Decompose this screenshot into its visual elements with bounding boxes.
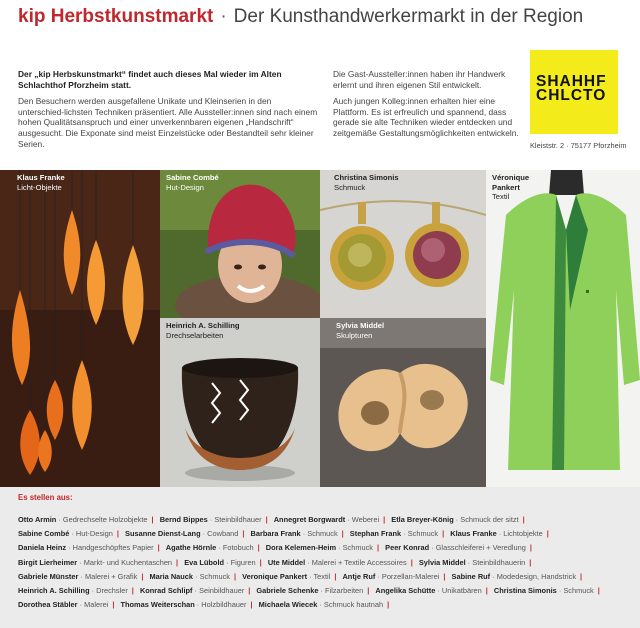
exhibitor-name: Peer Konrad bbox=[385, 543, 430, 553]
exhibitor-divider: | bbox=[442, 529, 445, 539]
exhibitor-craft: Glasschleiferei + Veredlung bbox=[435, 543, 526, 553]
intro-young-text: Auch jungen Kolleg:innen erhalten hier eine Plattform. Es ist erfreulich und spannend, dass gerade sie alte Techniken wieder entdecken und zeitgemäße Gestaltungsmöglichkeiten entwickeln. bbox=[333, 96, 519, 138]
exhibitor-name: Ute Middel bbox=[267, 557, 306, 567]
sculpture-image bbox=[320, 318, 486, 487]
exhibitor-craft: Steinbildhauerin bbox=[472, 557, 526, 567]
exhibitor-item: Konrad Schlipf · Seinbildhauer bbox=[139, 586, 245, 596]
exhibitor-craft: Schmuck bbox=[407, 529, 439, 539]
exhibitor-item: Bernd Bippes · Steinbildhauer bbox=[159, 515, 262, 524]
exhibitor-divider: | bbox=[250, 600, 253, 610]
artist-name-first: Véronique bbox=[492, 173, 530, 182]
exhibitor-divider: | bbox=[259, 557, 262, 567]
exhibitor-divider: | bbox=[410, 557, 413, 567]
exhibitor-divider: | bbox=[580, 571, 583, 581]
exhibitor-craft: Holzbildhauer bbox=[201, 600, 247, 610]
exhibitor-name: Eva Lübold bbox=[184, 557, 225, 567]
exhibitor-name: Gabriele Schenke bbox=[256, 586, 319, 596]
artist-name-last: Pankert bbox=[492, 182, 520, 192]
turned-bowl-image bbox=[160, 318, 320, 487]
exhibitor-item: Gabriele Münster · Malerei + Grafik bbox=[18, 571, 138, 581]
exhibitor-item: Peer Konrad · Glasschleiferei + Veredlung bbox=[385, 543, 526, 553]
exhibitor-craft: Unikatbären bbox=[441, 586, 482, 596]
exhibitor-divider: | bbox=[387, 600, 390, 610]
exhibitor-craft: Malerei bbox=[84, 600, 109, 610]
caption-christina-simonis bbox=[334, 173, 399, 192]
exhibitor-craft: Lichtobjekte bbox=[503, 529, 543, 539]
caption-sabine-combe bbox=[166, 173, 219, 192]
exhibitor-item: Stephan Frank · Schmuck bbox=[349, 529, 439, 539]
artist-craft: Hut-Design bbox=[166, 182, 204, 192]
exhibitor-item: Heinrich A. Schilling · Drechsler bbox=[18, 586, 128, 596]
photo-veronique-pankert bbox=[486, 170, 640, 487]
exhibitor-item: Daniela Heinz · Handgeschöpftes Papier bbox=[18, 543, 154, 553]
venue-address: Kleiststr. 2 · 75177 Pforzheim bbox=[530, 141, 627, 150]
exhibitor-item: Sylvia Middel · Steinbildhauerin bbox=[418, 557, 526, 567]
logo-lettering bbox=[536, 75, 607, 103]
exhibitor-name: Angelika Schütte bbox=[375, 586, 436, 596]
artist-craft: Skulpturen bbox=[336, 330, 373, 340]
exhibitor-craft: Cowband bbox=[207, 529, 239, 539]
intro-body: Den Besuchern werden ausgefallene Unikate und Kleinserien in den unterschied-lichsten Techniken präsentiert. Alle Aussteller:innen sind nach einem hohen Qualitätsanspruch und einer unverkennbaren eigenen „Handschrift“ ausgesucht. Die Exponate sind meist Einzelstücke oder Bestandteil sehr kleiner Serien. bbox=[18, 96, 318, 149]
page-header bbox=[18, 6, 583, 34]
caption-heinrich-schilling bbox=[166, 321, 240, 340]
exhibitor-list bbox=[18, 513, 628, 612]
jewelry-image bbox=[320, 170, 486, 318]
exhibitor-divider: | bbox=[257, 543, 260, 553]
caption-sylvia-middel bbox=[336, 321, 384, 340]
exhibitor-item: Otto Armin · Gedrechselte Holzobjekte bbox=[18, 515, 148, 524]
artist-craft: Schmuck bbox=[334, 182, 366, 192]
exhibitor-name: Daniela Heinz bbox=[18, 543, 67, 553]
intro-lead: Der „kip Herbskunstmarkt“ findet auch dieses Mal wieder im Alten Schlachthof Pforzheim statt. bbox=[18, 69, 282, 90]
exhibitor-divider: | bbox=[383, 515, 386, 524]
exhibitor-divider: | bbox=[377, 543, 380, 553]
logo-line-2: CHLCTO bbox=[536, 87, 607, 104]
exhibitor-craft: Schmuck bbox=[199, 571, 230, 581]
intro-right bbox=[333, 69, 523, 145]
green-coat-image bbox=[486, 170, 640, 487]
exhibitor-divider: | bbox=[176, 557, 179, 567]
exhibitor-craft: Modedesign, Handstrick bbox=[496, 571, 577, 581]
photo-christina-simonis bbox=[320, 170, 486, 318]
exhibitor-divider: | bbox=[485, 586, 488, 596]
exhibitor-divider: | bbox=[131, 586, 134, 596]
artist-name: Christina Simonis bbox=[334, 173, 399, 182]
photo-sylvia-middel bbox=[320, 318, 486, 487]
title-separator: · bbox=[220, 6, 227, 27]
exhibitor-divider: | bbox=[341, 529, 344, 539]
exhibitor-name: Susanne Dienst-Lang bbox=[125, 529, 201, 539]
exhibitor-craft: Weberei bbox=[351, 515, 380, 524]
exhibitor-item: Veronique Pankert · Textil bbox=[242, 571, 331, 581]
exhibitor-name: Gabriele Münster bbox=[18, 571, 79, 581]
exhibitor-name: Sabine Ruf bbox=[451, 571, 491, 581]
exhibitor-name: Birgit Lierheimer bbox=[18, 557, 78, 567]
exhibitor-craft: Drechsler bbox=[96, 586, 128, 596]
artist-craft: Licht-Objekte bbox=[17, 182, 62, 192]
exhibitor-divider: | bbox=[157, 543, 160, 553]
artist-craft: Drechselarbeiten bbox=[166, 330, 224, 340]
artist-name: Sylvia Middel bbox=[336, 321, 385, 330]
exhibitor-item: Dorothea Stäbler · Malerei bbox=[18, 600, 109, 610]
exhibitor-divider: | bbox=[546, 529, 549, 539]
exhibitor-craft: Schmuck bbox=[307, 529, 338, 539]
exhibitor-divider: | bbox=[529, 557, 532, 567]
exhibitor-divider: | bbox=[443, 571, 446, 581]
exhibitor-name: Klaus Franke bbox=[450, 529, 497, 539]
exhibitor-divider: | bbox=[367, 586, 370, 596]
exhibitor-craft: Seinbildhauer bbox=[199, 586, 245, 596]
exhibitor-divider: | bbox=[529, 543, 532, 553]
photo-sabine-combe bbox=[160, 170, 320, 318]
artist-craft: Textil bbox=[492, 192, 510, 201]
exhibitor-divider: | bbox=[248, 586, 251, 596]
artist-name: Heinrich A. Schilling bbox=[166, 321, 240, 330]
exhibitor-name: Agathe Hörnle bbox=[165, 543, 217, 553]
exhibitor-craft: Malerei + Grafik bbox=[84, 571, 138, 581]
exhibitor-divider: | bbox=[522, 515, 525, 524]
caption-veronique-pankert bbox=[492, 173, 529, 202]
exhibitor-name: Konrad Schlipf bbox=[139, 586, 193, 596]
exhibitor-item: Birgit Lierheimer · Markt- und Kuchentaschen bbox=[18, 557, 173, 567]
exhibitor-item: Barbara Frank · Schmuck bbox=[250, 529, 338, 539]
exhibitor-name: Etla Breyer-König bbox=[391, 515, 454, 524]
photo-heinrich-schilling bbox=[160, 318, 320, 487]
exhibitor-item: Sabine Combé · Hut-Design bbox=[18, 529, 113, 539]
exhibitor-divider: | bbox=[116, 529, 119, 539]
exhibitors-section bbox=[0, 487, 640, 628]
exhibitor-item: Dora Kelemen-Heim · Schmuck bbox=[265, 543, 374, 553]
exhibitor-craft: Malerei + Textile Accessoires bbox=[311, 557, 407, 567]
exhibitor-name: Dorothea Stäbler bbox=[18, 600, 78, 610]
exhibitor-name: Sylvia Middel bbox=[418, 557, 466, 567]
exhibitor-item: Agathe Hörnle · Fotobuch bbox=[165, 543, 254, 553]
exhibitor-divider: | bbox=[141, 571, 144, 581]
exhibitor-name: Maria Nauck bbox=[149, 571, 194, 581]
exhibitor-craft: Handgeschöpftes Papier bbox=[72, 543, 154, 553]
exhibitor-name: Michaela Wiecek bbox=[258, 600, 318, 610]
exhibitor-name: Otto Armin bbox=[18, 515, 57, 524]
exhibitor-craft: Porzellan-Malerei bbox=[381, 571, 440, 581]
exhibitor-name: Veronique Pankert bbox=[242, 571, 308, 581]
exhibitor-divider: | bbox=[242, 529, 245, 539]
exhibitor-craft: Schmuck bbox=[342, 543, 374, 553]
exhibitors-heading: Es stellen aus: bbox=[18, 493, 73, 502]
exhibitor-item: Eva Lübold · Figuren bbox=[184, 557, 256, 567]
schlachthof-logo bbox=[530, 50, 618, 134]
exhibitor-name: Antje Ruf bbox=[342, 571, 376, 581]
exhibitor-craft: Markt- und Kuchentaschen bbox=[83, 557, 173, 567]
exhibitor-divider: | bbox=[234, 571, 237, 581]
photo-klaus-franke bbox=[0, 170, 160, 487]
exhibitor-name: Heinrich A. Schilling bbox=[18, 586, 90, 596]
intro-guest-text: Die Gast-Aussteller:innen haben ihr Handwerk erlernt und ihren eigenen Stil entwickelt. bbox=[333, 69, 506, 90]
exhibitor-item: Christina Simonis · Schmuck bbox=[493, 586, 594, 596]
exhibitor-item: Ute Middel · Malerei + Textile Accessoires bbox=[267, 557, 407, 567]
exhibitor-name: Dora Kelemen-Heim bbox=[265, 543, 337, 553]
exhibitor-craft: Filzarbeiten bbox=[325, 586, 364, 596]
exhibitor-name: Stephan Frank bbox=[349, 529, 402, 539]
exhibitor-divider: | bbox=[112, 600, 115, 610]
exhibitor-name: Christina Simonis bbox=[493, 586, 557, 596]
hat-portrait-image bbox=[160, 170, 320, 318]
exhibitor-name: Bernd Bippes bbox=[159, 515, 208, 524]
exhibitor-name: Thomas Weiterschan bbox=[120, 600, 195, 610]
exhibitor-name: Sabine Combé bbox=[18, 529, 70, 539]
exhibitor-item: Antje Ruf · Porzellan-Malerei bbox=[342, 571, 440, 581]
exhibitor-item: Klaus Franke · Lichtobjekte bbox=[450, 529, 543, 539]
exhibitor-item: Annegret Borgwardt · Weberei bbox=[273, 515, 380, 524]
exhibitor-craft: Hut-Design bbox=[75, 529, 113, 539]
logo-line-1: SHAHHF bbox=[536, 73, 607, 90]
exhibitor-divider: | bbox=[151, 515, 154, 524]
brand-title: kip Herbstkunstmarkt bbox=[18, 6, 214, 27]
exhibitor-craft: Figuren bbox=[230, 557, 256, 567]
intro-left bbox=[18, 69, 318, 155]
exhibitor-item: Maria Nauck · Schmuck bbox=[149, 571, 230, 581]
exhibitor-craft: Gedrechselte Holzobjekte bbox=[62, 515, 148, 524]
exhibitor-item: Susanne Dienst-Lang · Cowband bbox=[125, 529, 239, 539]
artist-name: Sabine Combé bbox=[166, 173, 219, 182]
exhibitor-craft: Schmuck bbox=[563, 586, 594, 596]
exhibitor-item: Thomas Weiterschan · Holzbildhauer bbox=[120, 600, 247, 610]
exhibitor-item: Sabine Ruf · Modedesign, Handstrick bbox=[451, 571, 577, 581]
exhibitor-item: Michaela Wiecek · Schmuck hautnah bbox=[258, 600, 384, 610]
exhibitor-craft: Schmuck hautnah bbox=[323, 600, 384, 610]
caption-klaus-franke bbox=[17, 173, 65, 192]
exhibitor-divider: | bbox=[265, 515, 268, 524]
light-objects-image bbox=[0, 170, 160, 487]
exhibitor-divider: | bbox=[334, 571, 337, 581]
exhibitor-divider: | bbox=[597, 586, 600, 596]
exhibitor-craft: Fotobuch bbox=[222, 543, 254, 553]
exhibitor-name: Barbara Frank bbox=[250, 529, 301, 539]
exhibitor-craft: Textil bbox=[313, 571, 331, 581]
artist-name: Klaus Franke bbox=[17, 173, 65, 182]
exhibitor-craft: Steinbildhauer bbox=[214, 515, 262, 524]
exhibitor-name: Annegret Borgwardt bbox=[273, 515, 346, 524]
exhibitor-item: Gabriele Schenke · Filzarbeiten bbox=[256, 586, 364, 596]
exhibitor-item: Etla Breyer-König · Schmuck der sitzt bbox=[391, 515, 519, 524]
tagline: Der Kunsthandwerkermarkt in der Region bbox=[233, 6, 584, 27]
exhibitor-craft: Schmuck der sitzt bbox=[460, 515, 519, 524]
exhibitor-item: Angelika Schütte · Unikatbären bbox=[375, 586, 482, 596]
